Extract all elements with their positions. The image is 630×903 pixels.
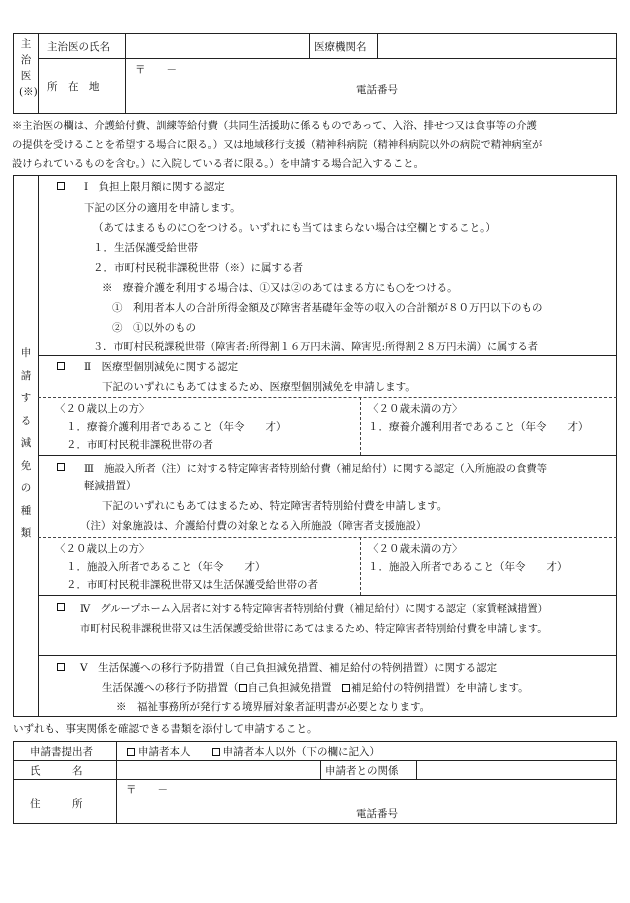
section-5-opt1-checkbox[interactable] (239, 684, 247, 692)
section-5-desc-pre: 生活保護への移行予防措置（ (102, 682, 239, 694)
submitter-name-field[interactable] (117, 761, 319, 778)
submitter-address-label: 住 所 (30, 798, 83, 810)
physician-address-label: 所 在 地 (47, 81, 100, 93)
submitter-other-label: 申請者本人以外（下の欄に記入） (222, 746, 380, 758)
institution-label: 医療機関名 (314, 41, 367, 53)
physician-note-line-1: ※主治医の欄は、介護給付費、訓練等給付費（共同生活援助に係るものであって、入浴、排せつ又は食事等の介護 (12, 120, 537, 132)
section-1-line-2: （あてはまるものに○をつける。いずれにも当てはまらない場合は空欄とすること。） (93, 222, 496, 234)
section-5-checkbox[interactable] (57, 663, 65, 671)
reduction-side-label: 申請する減免の種類 (20, 347, 32, 539)
physician-name-field[interactable] (126, 34, 308, 57)
submitter-address-field[interactable] (117, 795, 347, 821)
section-3-title: Ⅲ 施設入所者（注）に対する特定障害者特別給付費（補足給付）に関する認定（入所施設の食費等 (84, 463, 547, 475)
section-2-right-head: 〈２０歳未満の方〉 (368, 403, 463, 415)
submitter-postal-mark: 〒 － (126, 784, 168, 796)
section-5-desc (102, 680, 529, 695)
section-5-opt2-label: 補足給付の特例措置 (351, 682, 446, 694)
section-1-line-5: ※ 療養介護を利用する場合は、①又は②のあてはまる方にも○をつける。 (102, 282, 458, 294)
section-1-line-1: 下記の区分の適用を申請します。 (84, 202, 241, 214)
section-1-line-7: ② ①以外のもの (112, 322, 196, 334)
submitter-name-label: 氏 名 (30, 765, 83, 777)
section-3-left-item-2: ２．市町村民税非課税世帯又は生活保護受給世帯の者 (66, 579, 318, 591)
section-2-left-head: 〈２０歳以上の方〉 (55, 403, 150, 415)
section-1-line-4: ２．市町村民税非課税世帯（※）に属する者 (93, 262, 303, 274)
section-5-desc-post: ）を申請します。 (445, 682, 529, 694)
section-3-checkbox[interactable] (57, 463, 65, 471)
submitter-self-checkbox[interactable] (127, 748, 135, 756)
physician-side-label: 主治医(※) (19, 38, 38, 98)
submitter-relation-field[interactable] (417, 761, 616, 778)
submitter-phone-label: 電話番号 (356, 808, 398, 820)
section-2-desc: 下記のいずれにもあてはまるため、医療型個別減免を申請します。 (102, 381, 416, 393)
section-1-line-6: ① 利用者本人の合計所得金額及び障害者基礎年金等の収入の合計額が８０万円以下のもの (112, 302, 543, 314)
section-3-right-item-1: １．施設入所者であること（年令 才） (368, 561, 568, 573)
section-4-desc: 市町村民税非課税世帯又は生活保護受給世帯にあてはまるため、特定障害者特別給付費を申請します。 (80, 624, 548, 635)
section-2-left-item-2: ２．市町村民税非課税世帯の者 (66, 439, 213, 451)
submitter-other-checkbox[interactable] (212, 748, 220, 756)
section-5-opt1-label: 自己負担減免措置 (247, 682, 332, 694)
section-5-title: Ⅴ 生活保護への移行予防措置（自己負担減免措置、補足給付の特例措置）に関する認定 (80, 662, 498, 674)
section-3-right-head: 〈２０歳未満の方〉 (368, 543, 463, 555)
section-2-title: Ⅱ 医療型個別減免に関する認定 (84, 361, 239, 373)
section-4-checkbox[interactable] (57, 603, 65, 611)
section-3-desc: 下記のいずれにもあてはまるため、特定障害者特別給付費を申請します。 (102, 500, 448, 512)
section-3-left-head: 〈２０歳以上の方〉 (55, 543, 150, 555)
section-1-title: Ⅰ 負担上限月額に関する認定 (84, 181, 225, 193)
section-3-note: （注）対象施設は、介護給付費の対象となる入所施設（障害者支援施設） (80, 520, 427, 532)
physician-phone-label: 電話番号 (356, 84, 398, 96)
submitter-self-label: 申請者本人 (138, 746, 191, 758)
section-1-line-8: ３．市町村民税課税世帯（障害者:所得割１６万円未満、障害児:所得割２８万円未満）に属する者 (93, 342, 538, 353)
section-3-left-item-1: １．施設入所者であること（年令 才） (66, 561, 266, 573)
institution-field[interactable] (378, 34, 616, 57)
section-1-line-3: １．生活保護受給世帯 (93, 242, 198, 254)
section-3-title-cont: 軽減措置） (84, 480, 137, 492)
physician-note-line-3: 設けられているものを含む。）に入院している者に限る。）を申請する場合記入すること。 (12, 158, 424, 170)
physician-postal-mark: 〒 － (135, 64, 177, 76)
physician-note-line-2: の提供を受けることを希望する場合に限る。）又は地域移行支援（精神科病院（精神科病院以外の病院で精神病室が (12, 139, 543, 151)
section-5-opt2-checkbox[interactable] (342, 684, 350, 692)
section-1-checkbox[interactable] (57, 182, 65, 190)
submitter-label: 申請書提出者 (30, 746, 93, 758)
physician-name-label: 主治医の氏名 (47, 41, 110, 53)
section-2-checkbox[interactable] (57, 362, 65, 370)
section-5-note: ※ 福祉事務所が発行する境界層対象者証明書が必要となります。 (116, 701, 431, 713)
section-2-right-item-1: １．療養介護利用者であること（年令 才） (368, 421, 589, 433)
section-2-left-item-1: １．療養介護利用者であること（年令 才） (66, 421, 287, 433)
attach-note: いずれも、事実関係を確認できる書類を添付して申請すること。 (13, 723, 318, 735)
submitter-relation-label: 申請者との関係 (325, 765, 399, 777)
section-4-title: Ⅳ グループホーム入居者に対する特定障害者特別給付費（補足給付）に関する認定（家賃軽減措置） (80, 604, 548, 615)
submitter-options (127, 744, 380, 759)
physician-address-field[interactable] (126, 76, 346, 106)
